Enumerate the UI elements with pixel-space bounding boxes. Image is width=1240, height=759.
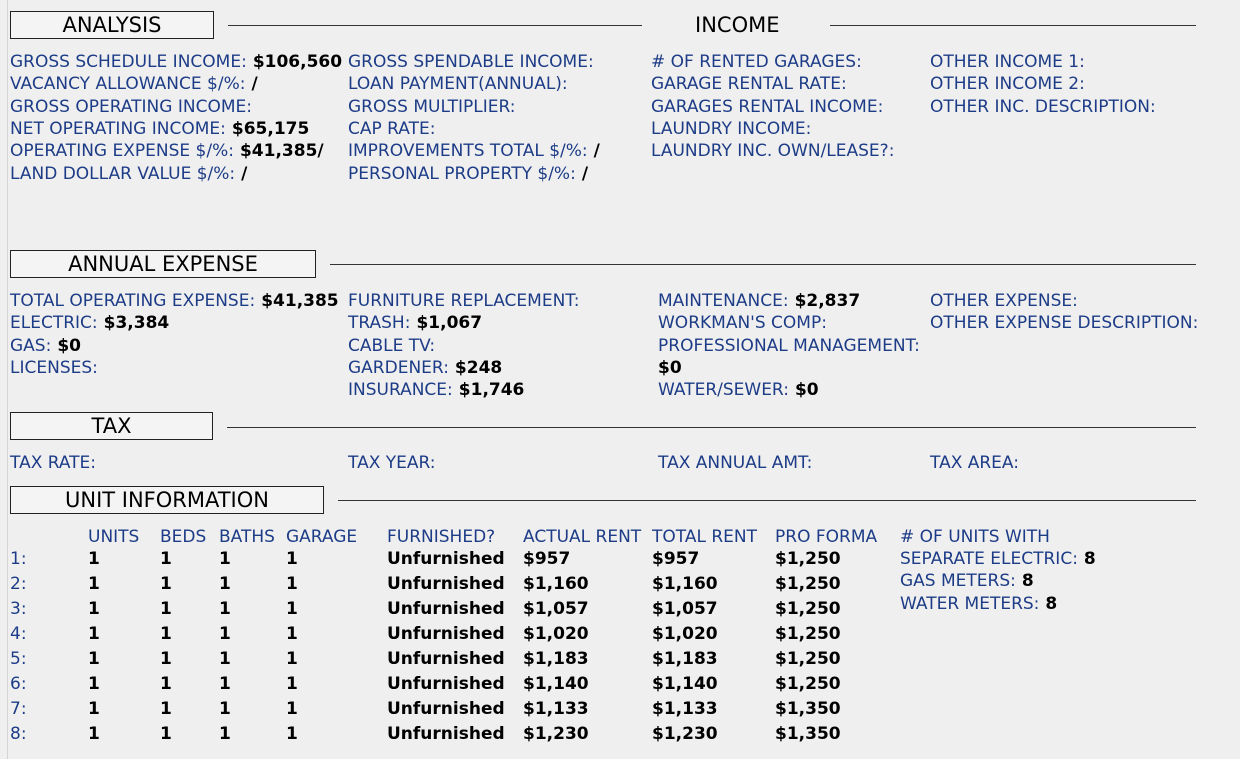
table-cell-garage: 1 <box>286 599 298 619</box>
unit-info-section-title: UNIT INFORMATION <box>10 486 324 514</box>
table-cell-actual: $1,020 <box>523 624 589 644</box>
table-cell-beds: 1 <box>160 574 172 594</box>
table-cell-beds: 1 <box>160 549 172 569</box>
table-cell-proforma: $1,350 <box>775 724 841 744</box>
field-value: $2,837 <box>794 291 861 311</box>
row-number: 7: <box>10 699 27 719</box>
table-cell-baths: 1 <box>219 674 231 694</box>
field-label: GAS METERS: <box>900 571 1016 592</box>
analysis-field <box>651 51 862 73</box>
row-number: 8: <box>10 724 27 744</box>
table-cell-furnished: Unfurnished <box>387 699 505 719</box>
field-label: OTHER INCOME 2: <box>930 74 1085 95</box>
analysis-field <box>348 118 435 140</box>
expense-section-title: ANNUAL EXPENSE <box>10 250 316 278</box>
analysis-field <box>651 73 847 95</box>
field-label: OPERATING EXPENSE $/%: <box>10 141 234 162</box>
meter-field <box>900 570 1034 592</box>
row-number: 4: <box>10 624 27 644</box>
table-cell-garage: 1 <box>286 674 298 694</box>
divider <box>227 427 1196 428</box>
field-label: # OF RENTED GARAGES: <box>651 52 862 72</box>
table-cell-furnished: Unfurnished <box>387 624 505 644</box>
table-cell-garage: 1 <box>286 549 298 569</box>
column-header: TOTAL RENT <box>652 527 757 547</box>
table-cell-proforma: $1,250 <box>775 599 841 619</box>
field-label: LAUNDRY INCOME: <box>651 118 812 139</box>
field-value: $0 <box>794 380 819 401</box>
table-cell-baths: 1 <box>219 724 231 744</box>
table-cell-actual: $1,140 <box>523 674 589 694</box>
field-label: INSURANCE: <box>348 380 453 401</box>
table-cell-units: 1 <box>88 699 100 719</box>
divider <box>228 25 642 26</box>
tax-field-label: TAX RATE: <box>10 453 97 473</box>
field-label: VACANCY ALLOWANCE $/%: <box>10 74 246 95</box>
table-cell-units: 1 <box>88 674 100 694</box>
table-cell-proforma: $1,250 <box>775 674 841 694</box>
table-cell-proforma: $1,250 <box>775 574 841 594</box>
table-cell-actual: $957 <box>523 549 571 569</box>
table-cell-garage: 1 <box>286 649 298 669</box>
column-header: BEDS <box>160 527 207 547</box>
expense-field <box>658 335 920 357</box>
field-label: FURNITURE REPLACEMENT: <box>348 291 580 311</box>
table-cell-units: 1 <box>88 624 100 644</box>
table-cell-actual: $1,183 <box>523 649 589 669</box>
income-section-title: INCOME <box>695 13 780 37</box>
field-value: / <box>593 141 600 162</box>
table-cell-total: $1,133 <box>652 699 718 719</box>
field-value: / <box>251 74 258 95</box>
table-cell-units: 1 <box>88 574 100 594</box>
analysis-field <box>651 140 894 162</box>
field-value: $3,384 <box>103 313 170 334</box>
field-label: PERSONAL PROPERTY $/%: <box>348 163 576 184</box>
analysis-field <box>930 51 1085 73</box>
field-label: CAP RATE: <box>348 118 436 139</box>
table-cell-furnished: Unfurnished <box>387 574 505 594</box>
expense-field <box>658 379 819 401</box>
expense-field <box>658 290 860 312</box>
tax-field-label: TAX ANNUAL AMT: <box>658 453 813 473</box>
column-header: PRO FORMA <box>775 527 878 547</box>
field-value: $41,385 <box>261 291 339 311</box>
table-cell-baths: 1 <box>219 574 231 594</box>
analysis-field <box>348 51 594 73</box>
expense-field <box>658 312 827 334</box>
expense-field <box>10 357 98 379</box>
analysis-field <box>10 118 309 140</box>
analysis-field <box>10 51 342 73</box>
field-label: LAND DOLLAR VALUE $/%: <box>10 163 236 184</box>
analysis-field <box>10 163 247 185</box>
field-label: NET OPERATING INCOME: <box>10 118 226 139</box>
field-label: LAUNDRY INC. OWN/LEASE?: <box>651 141 895 162</box>
expense-field <box>348 335 435 357</box>
table-cell-beds: 1 <box>160 699 172 719</box>
table-cell-baths: 1 <box>219 699 231 719</box>
table-cell-units: 1 <box>88 599 100 619</box>
table-cell-units: 1 <box>88 649 100 669</box>
tax-field-label: TAX YEAR: <box>348 453 436 473</box>
expense-field <box>658 357 682 379</box>
analysis-field <box>651 96 883 118</box>
table-cell-total: $1,020 <box>652 624 718 644</box>
field-label: ELECTRIC: <box>10 313 98 334</box>
field-label: GARAGES RENTAL INCOME: <box>651 96 884 117</box>
analysis-field <box>348 140 600 162</box>
tax-field-label: TAX AREA: <box>930 453 1019 473</box>
table-cell-actual: $1,160 <box>523 574 589 594</box>
field-label: OTHER EXPENSE: <box>930 291 1078 311</box>
table-cell-proforma: $1,250 <box>775 624 841 644</box>
analysis-field <box>348 96 516 118</box>
column-header: FURNISHED? <box>387 527 496 547</box>
table-cell-furnished: Unfurnished <box>387 674 505 694</box>
field-label: GROSS OPERATING INCOME: <box>10 96 252 117</box>
table-cell-actual: $1,230 <box>523 724 589 744</box>
expense-field <box>10 335 81 357</box>
field-value: $1,067 <box>416 313 483 334</box>
table-cell-units: 1 <box>88 724 100 744</box>
table-cell-proforma: $1,350 <box>775 699 841 719</box>
field-value: $65,175 <box>231 118 310 139</box>
field-label: TOTAL OPERATING EXPENSE: <box>10 291 256 311</box>
table-cell-beds: 1 <box>160 624 172 644</box>
field-label: MAINTENANCE: <box>658 291 789 311</box>
expense-field <box>930 290 1078 312</box>
table-cell-beds: 1 <box>160 674 172 694</box>
left-border <box>7 0 8 759</box>
analysis-field <box>930 96 1156 118</box>
divider <box>330 264 1196 265</box>
field-value: $1,746 <box>458 380 525 401</box>
table-cell-total: $957 <box>652 549 700 569</box>
table-cell-furnished: Unfurnished <box>387 599 505 619</box>
field-label: OTHER EXPENSE DESCRIPTION: <box>930 313 1199 334</box>
field-value: $41,385/ <box>239 141 324 162</box>
field-label: IMPROVEMENTS TOTAL $/%: <box>348 141 588 162</box>
table-cell-garage: 1 <box>286 724 298 744</box>
column-header: BATHS <box>219 527 275 547</box>
field-label: TRASH: <box>348 313 411 334</box>
table-cell-beds: 1 <box>160 724 172 744</box>
row-number: 5: <box>10 649 27 669</box>
analysis-section-title: ANALYSIS <box>10 11 214 39</box>
table-cell-total: $1,183 <box>652 649 718 669</box>
table-cell-proforma: $1,250 <box>775 649 841 669</box>
table-cell-beds: 1 <box>160 599 172 619</box>
field-label: LOAN PAYMENT(ANNUAL): <box>348 74 568 95</box>
meter-field <box>900 593 1057 615</box>
table-cell-furnished: Unfurnished <box>387 724 505 744</box>
table-cell-garage: 1 <box>286 574 298 594</box>
divider <box>338 500 1196 501</box>
divider <box>830 25 1196 26</box>
expense-field <box>930 312 1198 334</box>
field-value: / <box>581 163 589 184</box>
row-number: 6: <box>10 674 27 694</box>
field-value: $0 <box>658 357 682 378</box>
table-cell-proforma: $1,250 <box>775 549 841 569</box>
field-value: $106,560 <box>252 52 343 72</box>
field-value: / <box>241 163 248 184</box>
field-label: PROFESSIONAL MANAGEMENT: <box>658 335 920 356</box>
field-label: CABLE TV: <box>348 335 436 356</box>
field-label: GARAGE RENTAL RATE: <box>651 74 847 95</box>
analysis-field <box>10 96 252 118</box>
table-cell-furnished: Unfurnished <box>387 549 505 569</box>
analysis-field <box>651 118 811 140</box>
table-cell-beds: 1 <box>160 649 172 669</box>
field-value: $248 <box>454 357 503 378</box>
table-cell-actual: $1,133 <box>523 699 589 719</box>
table-cell-units: 1 <box>88 549 100 569</box>
field-label: WATER/SEWER: <box>658 380 789 401</box>
analysis-field <box>930 73 1085 95</box>
table-cell-total: $1,230 <box>652 724 718 744</box>
field-label: GROSS MULTIPLIER: <box>348 96 516 117</box>
row-number: 3: <box>10 599 27 619</box>
field-value: 8 <box>1083 549 1096 569</box>
field-label: SEPARATE ELECTRIC: <box>900 549 1078 569</box>
table-cell-garage: 1 <box>286 699 298 719</box>
field-label: WORKMAN'S COMP: <box>658 313 827 334</box>
field-label: GAS: <box>10 335 52 356</box>
field-value: $0 <box>57 335 81 356</box>
row-number: 1: <box>10 549 27 569</box>
column-header: ACTUAL RENT <box>523 527 642 547</box>
row-number: 2: <box>10 574 27 594</box>
column-header: UNITS <box>88 527 140 547</box>
meter-field <box>900 548 1096 570</box>
table-cell-actual: $1,057 <box>523 599 589 619</box>
table-cell-baths: 1 <box>219 549 231 569</box>
table-cell-total: $1,057 <box>652 599 718 619</box>
expense-field <box>348 379 524 401</box>
meters-heading: # OF UNITS WITH <box>900 527 1050 547</box>
table-cell-total: $1,160 <box>652 574 718 594</box>
field-label: WATER METERS: <box>900 593 1040 614</box>
analysis-field <box>348 73 568 95</box>
field-value: 8 <box>1021 571 1034 592</box>
expense-field <box>348 290 580 312</box>
table-cell-baths: 1 <box>219 624 231 644</box>
analysis-field <box>10 73 258 95</box>
field-label: GARDENER: <box>348 357 449 378</box>
analysis-field <box>10 140 324 162</box>
table-cell-furnished: Unfurnished <box>387 649 505 669</box>
analysis-field <box>348 163 588 185</box>
table-cell-baths: 1 <box>219 649 231 669</box>
field-label: GROSS SPENDABLE INCOME: <box>348 52 594 72</box>
table-cell-baths: 1 <box>219 599 231 619</box>
table-cell-garage: 1 <box>286 624 298 644</box>
field-label: OTHER INC. DESCRIPTION: <box>930 96 1156 117</box>
expense-field <box>348 312 482 334</box>
tax-section-title: TAX <box>10 412 213 440</box>
expense-field <box>10 312 169 334</box>
field-label: LICENSES: <box>10 357 98 378</box>
expense-field <box>348 357 502 379</box>
field-value: 8 <box>1045 593 1058 614</box>
expense-field <box>10 290 339 312</box>
column-header: GARAGE <box>286 527 358 547</box>
table-cell-total: $1,140 <box>652 674 718 694</box>
field-label: GROSS SCHEDULE INCOME: <box>10 52 247 72</box>
field-label: OTHER INCOME 1: <box>930 52 1085 72</box>
